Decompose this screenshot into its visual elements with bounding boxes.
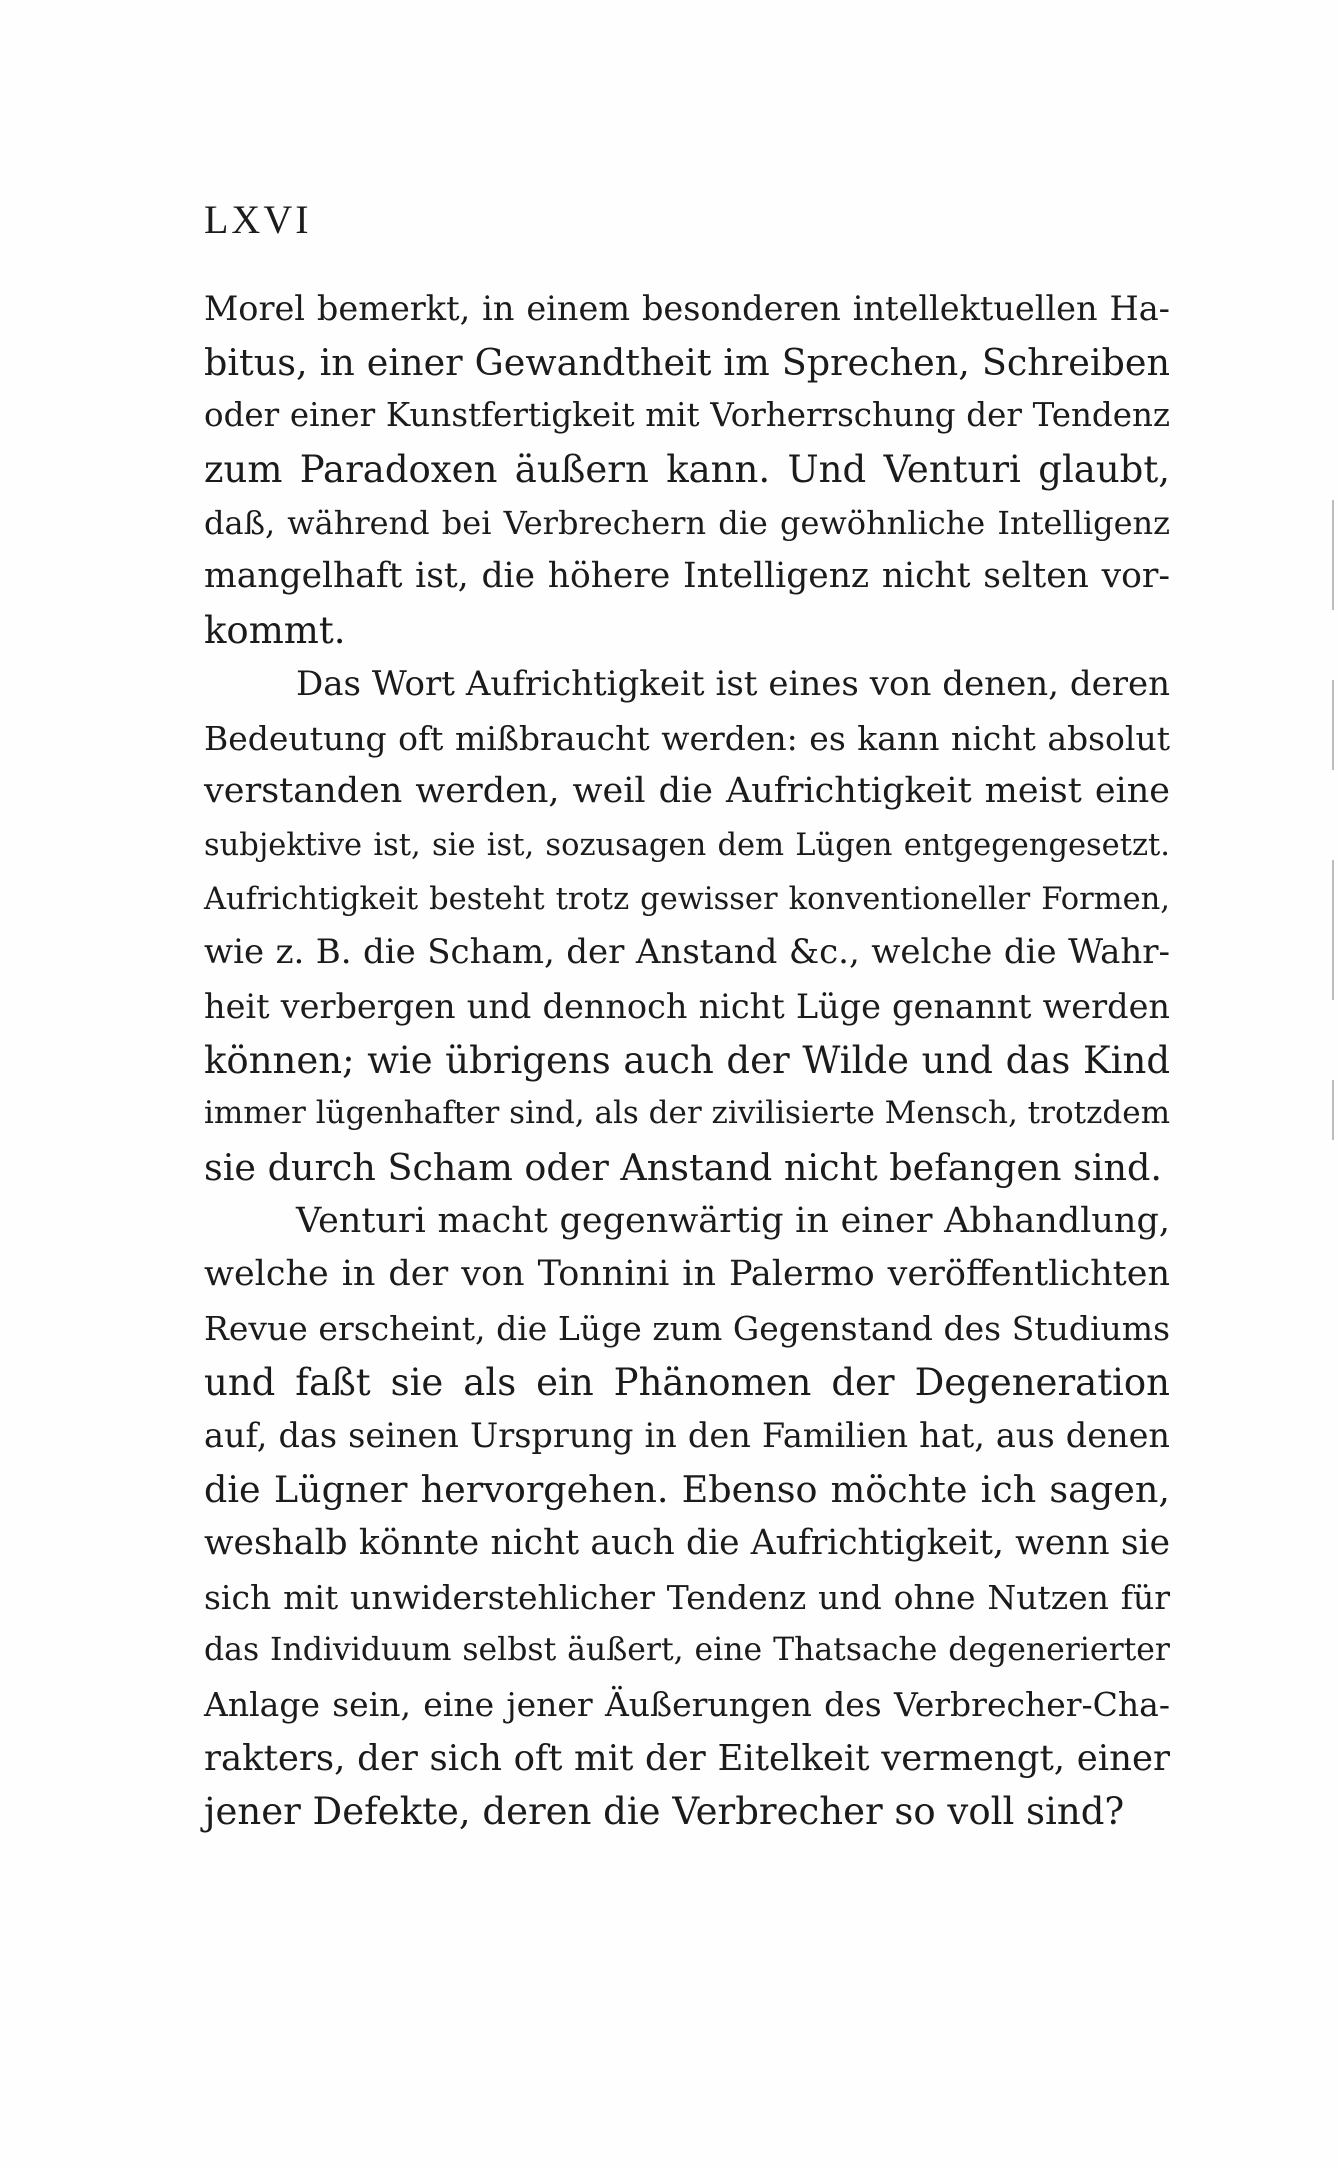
text-line: Aufrichtigkeit besteht trotz gewisser konventioneller Formen, [204,881,1170,917]
scan-edge-mark [1332,500,1334,610]
text-line: Das Wort Aufrichtigkeit ist eines von denen, deren [296,663,1170,704]
text-line: heit verbergen und dennoch nicht Lüge genannt werden [204,986,1170,1026]
text-line: sie durch Scham oder Anstand nicht befangen sind. [204,1146,1163,1189]
scan-edge-marks [1320,500,1340,1400]
body-text [204,282,1170,1839]
text-line: Revue erscheint, die Lüge zum Gegenstand des Studiums [204,1309,1170,1349]
text-line: die Lügner hervorgehen. Ebenso möchte ich sagen, [204,1468,1170,1512]
text-line: und faßt sie als ein Phänomen der Degeneration [204,1360,1170,1404]
text-line: Anlage sein, eine jener Äußerungen des Verbrecher-Cha- [204,1684,1170,1724]
text-line: sich mit unwiderstehlicher Tendenz und ohne Nutzen für [204,1577,1170,1617]
paragraph-1 [204,282,1170,658]
text-line: immer lügenhafter sind, als der zivilisierte Mensch, trotzdem [204,1095,1170,1132]
text-line: können; wie übrigens auch der Wilde und das Kind [204,1038,1170,1082]
text-line: wie z. B. die Scham, der Anstand &c., welche die Wahr- [204,932,1170,973]
text-line: rakters, der sich oft mit der Eitelkeit vermengt, einer [204,1737,1170,1779]
text-line: Bedeutung oft mißbraucht werden: es kann nicht absolut [204,718,1170,758]
text-line: Venturi macht gegenwärtig in einer Abhandlung, [296,1200,1170,1241]
paragraph-2 [204,658,1170,1195]
scan-edge-mark [1332,860,1334,1000]
text-line: weshalb könnte nicht auch die Aufrichtigkeit, wenn sie [204,1522,1170,1563]
text-line: Morel bemerkt, in einem besonderen intellektuellen Ha- [204,289,1170,328]
text-line: daß, während bei Verbrechern die gewöhnliche Intelligenz [204,503,1170,542]
text-line: subjektive ist, sie ist, sozusagen dem Lügen entgegengesetzt. [204,827,1170,863]
scan-edge-mark [1332,1080,1334,1140]
text-line: mangelhaft ist, die höhere Intelligenz nicht selten vor- [204,556,1170,597]
text-line: oder einer Kunstfertigkeit mit Vorherrschung der Tendenz [204,396,1170,435]
text-line: das Individuum selbst äußert, eine Thatsache degenerierter [204,1632,1170,1669]
text-line: zum Paradoxen äußern kann. Und Venturi glaubt, [204,448,1170,492]
paragraph-3 [204,1195,1170,1839]
text-line: jener Defekte, deren die Verbrecher so voll sind? [204,1790,1125,1834]
page-number: LXVI [204,197,312,242]
text-line: kommt. [204,609,346,653]
scan-edge-mark [1332,680,1334,770]
text-line: auf, das seinen Ursprung in den Familien hat, aus denen [204,1416,1170,1456]
text-line: verstanden werden, weil die Aufrichtigkeit meist eine [204,771,1170,812]
text-line: welche in der von Tonnini in Palermo veröffentlichten [204,1254,1170,1295]
text-line: bitus, in einer Gewandtheit im Sprechen, Schreiben [204,340,1170,384]
